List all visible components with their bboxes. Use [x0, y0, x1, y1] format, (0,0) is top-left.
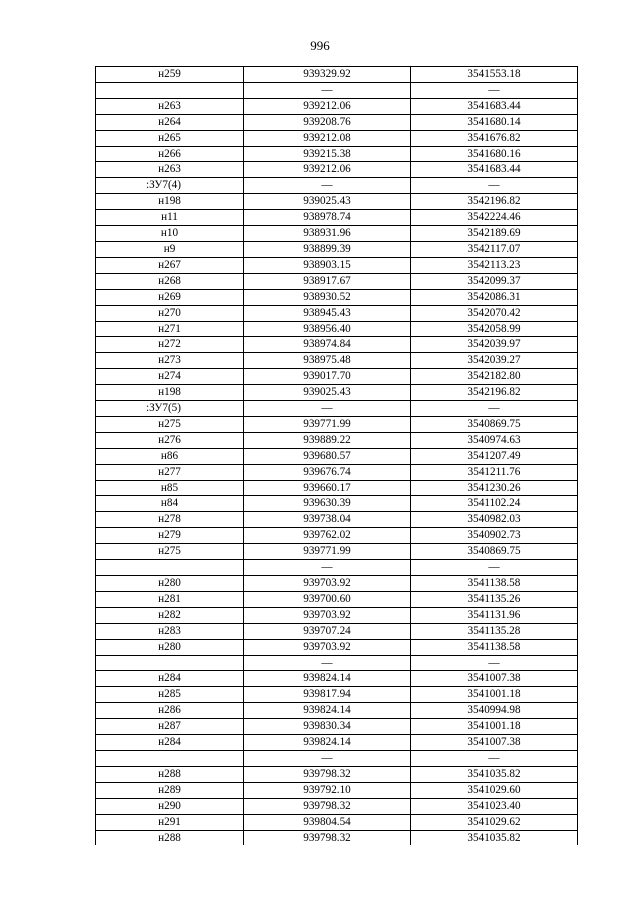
y-coordinate-cell: 3541683.44 [411, 162, 578, 178]
y-coordinate-cell: — [411, 178, 578, 194]
y-coordinate-cell: 3540902.73 [411, 528, 578, 544]
x-coordinate-cell: 939208.76 [244, 114, 411, 130]
point-id-cell: н288 [96, 830, 244, 845]
x-coordinate-cell: 938930.52 [244, 289, 411, 305]
y-coordinate-cell: — [411, 560, 578, 576]
y-coordinate-cell: 3542189.69 [411, 226, 578, 242]
point-id-cell: н272 [96, 337, 244, 353]
y-coordinate-cell: 3542196.82 [411, 194, 578, 210]
x-coordinate-cell: 939817.94 [244, 687, 411, 703]
coordinates-table-body [96, 67, 578, 846]
point-id-cell: н290 [96, 798, 244, 814]
x-coordinate-cell: 938974.84 [244, 337, 411, 353]
x-coordinate-cell: 939824.14 [244, 735, 411, 751]
y-coordinate-cell: 3541676.82 [411, 130, 578, 146]
table-row [96, 607, 578, 623]
point-id-cell [96, 82, 244, 98]
point-id-cell [96, 560, 244, 576]
y-coordinate-cell: 3541029.62 [411, 814, 578, 830]
point-id-cell: н11 [96, 210, 244, 226]
point-id-cell: н275 [96, 544, 244, 560]
x-coordinate-cell: 939830.34 [244, 719, 411, 735]
point-id-cell: н198 [96, 194, 244, 210]
y-coordinate-cell: 3542099.37 [411, 273, 578, 289]
point-id-cell [96, 750, 244, 766]
x-coordinate-cell: 939630.39 [244, 496, 411, 512]
y-coordinate-cell: 3541035.82 [411, 766, 578, 782]
y-coordinate-cell: 3542058.99 [411, 321, 578, 337]
point-id-cell: н289 [96, 782, 244, 798]
table-row [96, 114, 578, 130]
x-coordinate-cell: 939703.92 [244, 576, 411, 592]
point-id-cell: н263 [96, 98, 244, 114]
table-row [96, 560, 578, 576]
y-coordinate-cell: 3541001.18 [411, 719, 578, 735]
y-coordinate-cell: 3542086.31 [411, 289, 578, 305]
point-id-cell: н266 [96, 146, 244, 162]
point-id-cell: н259 [96, 67, 244, 83]
table-row [96, 496, 578, 512]
point-id-cell: н84 [96, 496, 244, 512]
x-coordinate-cell: 938956.40 [244, 321, 411, 337]
x-coordinate-cell: 939660.17 [244, 480, 411, 496]
point-id-cell: н287 [96, 719, 244, 735]
point-id-cell: н270 [96, 305, 244, 321]
x-coordinate-cell: — [244, 401, 411, 417]
x-coordinate-cell: 939798.32 [244, 798, 411, 814]
table-row [96, 687, 578, 703]
table-row [96, 241, 578, 257]
table-row [96, 750, 578, 766]
x-coordinate-cell: 939824.14 [244, 703, 411, 719]
table-row [96, 194, 578, 210]
table-row [96, 544, 578, 560]
point-id-cell: н275 [96, 416, 244, 432]
y-coordinate-cell: 3542224.46 [411, 210, 578, 226]
point-id-cell: н273 [96, 353, 244, 369]
y-coordinate-cell: 3540869.75 [411, 544, 578, 560]
x-coordinate-cell: 939680.57 [244, 448, 411, 464]
y-coordinate-cell: 3541001.18 [411, 687, 578, 703]
table-row [96, 353, 578, 369]
x-coordinate-cell: 939329.92 [244, 67, 411, 83]
table-row [96, 257, 578, 273]
y-coordinate-cell: 3541683.44 [411, 98, 578, 114]
y-coordinate-cell: 3541680.16 [411, 146, 578, 162]
x-coordinate-cell: 939025.43 [244, 194, 411, 210]
x-coordinate-cell: 938978.74 [244, 210, 411, 226]
y-coordinate-cell: 3542113.23 [411, 257, 578, 273]
x-coordinate-cell: 939212.06 [244, 162, 411, 178]
x-coordinate-cell: 939025.43 [244, 385, 411, 401]
table-row [96, 623, 578, 639]
point-id-cell: н283 [96, 623, 244, 639]
y-coordinate-cell: 3541131.96 [411, 607, 578, 623]
point-id-cell: н267 [96, 257, 244, 273]
x-coordinate-cell: 939212.06 [244, 98, 411, 114]
x-coordinate-cell: 939798.32 [244, 830, 411, 845]
table-row [96, 162, 578, 178]
table-row [96, 480, 578, 496]
table-row [96, 416, 578, 432]
table-row [96, 401, 578, 417]
table-row [96, 814, 578, 830]
table-row [96, 591, 578, 607]
x-coordinate-cell: 939771.99 [244, 416, 411, 432]
table-row [96, 82, 578, 98]
y-coordinate-cell: 3542196.82 [411, 385, 578, 401]
point-id-cell: н274 [96, 369, 244, 385]
point-id-cell: н265 [96, 130, 244, 146]
table-row [96, 337, 578, 353]
point-id-cell: н288 [96, 766, 244, 782]
point-id-cell: н284 [96, 735, 244, 751]
table-row [96, 98, 578, 114]
y-coordinate-cell: 3541138.58 [411, 576, 578, 592]
table-row [96, 703, 578, 719]
x-coordinate-cell: 939703.92 [244, 607, 411, 623]
x-coordinate-cell: 939798.32 [244, 766, 411, 782]
x-coordinate-cell: 939762.02 [244, 528, 411, 544]
x-coordinate-cell: 939738.04 [244, 512, 411, 528]
y-coordinate-cell: 3542182.80 [411, 369, 578, 385]
table-row [96, 321, 578, 337]
table-row [96, 655, 578, 671]
y-coordinate-cell: 3542070.42 [411, 305, 578, 321]
x-coordinate-cell: 939703.92 [244, 639, 411, 655]
point-id-cell: н282 [96, 607, 244, 623]
point-id-cell: :ЗУ7(5) [96, 401, 244, 417]
y-coordinate-cell: 3541138.58 [411, 639, 578, 655]
point-id-cell: н85 [96, 480, 244, 496]
point-id-cell: н277 [96, 464, 244, 480]
y-coordinate-cell: — [411, 82, 578, 98]
y-coordinate-cell: — [411, 750, 578, 766]
x-coordinate-cell: — [244, 82, 411, 98]
table-row [96, 782, 578, 798]
point-id-cell: н280 [96, 576, 244, 592]
x-coordinate-cell: 939824.14 [244, 671, 411, 687]
y-coordinate-cell: 3541135.26 [411, 591, 578, 607]
table-row [96, 289, 578, 305]
point-id-cell: н268 [96, 273, 244, 289]
x-coordinate-cell: 939804.54 [244, 814, 411, 830]
y-coordinate-cell: 3541007.38 [411, 735, 578, 751]
table-row [96, 464, 578, 480]
x-coordinate-cell: — [244, 655, 411, 671]
page-number: 996 [310, 38, 330, 53]
x-coordinate-cell: 938945.43 [244, 305, 411, 321]
point-id-cell: :ЗУ7(4) [96, 178, 244, 194]
table-row [96, 210, 578, 226]
y-coordinate-cell: 3542039.97 [411, 337, 578, 353]
table-row [96, 528, 578, 544]
point-id-cell: н86 [96, 448, 244, 464]
point-id-cell: н198 [96, 385, 244, 401]
point-id-cell: н291 [96, 814, 244, 830]
point-id-cell [96, 655, 244, 671]
point-id-cell: н269 [96, 289, 244, 305]
table-row [96, 448, 578, 464]
point-id-cell: н279 [96, 528, 244, 544]
table-row [96, 766, 578, 782]
table-row [96, 226, 578, 242]
y-coordinate-cell: 3540994.98 [411, 703, 578, 719]
point-id-cell: н276 [96, 432, 244, 448]
x-coordinate-cell: 939700.60 [244, 591, 411, 607]
table-row [96, 67, 578, 83]
y-coordinate-cell: 3541211.76 [411, 464, 578, 480]
x-coordinate-cell: 939215.38 [244, 146, 411, 162]
y-coordinate-cell: 3541553.18 [411, 67, 578, 83]
x-coordinate-cell: 939676.74 [244, 464, 411, 480]
table-row [96, 798, 578, 814]
x-coordinate-cell: 939017.70 [244, 369, 411, 385]
table-row [96, 385, 578, 401]
y-coordinate-cell: 3541007.38 [411, 671, 578, 687]
x-coordinate-cell: — [244, 560, 411, 576]
y-coordinate-cell: 3541207.49 [411, 448, 578, 464]
table-row [96, 512, 578, 528]
point-id-cell: н9 [96, 241, 244, 257]
y-coordinate-cell: 3540982.03 [411, 512, 578, 528]
y-coordinate-cell: 3541023.40 [411, 798, 578, 814]
table-row [96, 576, 578, 592]
x-coordinate-cell: 939212.08 [244, 130, 411, 146]
y-coordinate-cell: 3541135.28 [411, 623, 578, 639]
table-row [96, 146, 578, 162]
table-row [96, 178, 578, 194]
table-row [96, 735, 578, 751]
table-row [96, 671, 578, 687]
point-id-cell: н10 [96, 226, 244, 242]
table-row [96, 273, 578, 289]
y-coordinate-cell: 3540869.75 [411, 416, 578, 432]
point-id-cell: н286 [96, 703, 244, 719]
x-coordinate-cell: 938931.96 [244, 226, 411, 242]
y-coordinate-cell: — [411, 401, 578, 417]
y-coordinate-cell: 3542039.27 [411, 353, 578, 369]
table-row [96, 130, 578, 146]
x-coordinate-cell: — [244, 750, 411, 766]
point-id-cell: н285 [96, 687, 244, 703]
x-coordinate-cell: — [244, 178, 411, 194]
x-coordinate-cell: 938917.67 [244, 273, 411, 289]
x-coordinate-cell: 939889.22 [244, 432, 411, 448]
point-id-cell: н278 [96, 512, 244, 528]
y-coordinate-cell: 3541230.26 [411, 480, 578, 496]
table-row [96, 432, 578, 448]
table-row [96, 305, 578, 321]
table-row [96, 830, 578, 845]
x-coordinate-cell: 938975.48 [244, 353, 411, 369]
table-row [96, 719, 578, 735]
x-coordinate-cell: 938899.39 [244, 241, 411, 257]
x-coordinate-cell: 939771.99 [244, 544, 411, 560]
point-id-cell: н284 [96, 671, 244, 687]
y-coordinate-cell: — [411, 655, 578, 671]
y-coordinate-cell: 3540974.63 [411, 432, 578, 448]
table-row [96, 369, 578, 385]
coordinates-table [95, 66, 578, 845]
y-coordinate-cell: 3541102.24 [411, 496, 578, 512]
point-id-cell: н280 [96, 639, 244, 655]
point-id-cell: н263 [96, 162, 244, 178]
x-coordinate-cell: 938903.15 [244, 257, 411, 273]
point-id-cell: н271 [96, 321, 244, 337]
point-id-cell: н264 [96, 114, 244, 130]
y-coordinate-cell: 3541035.82 [411, 830, 578, 845]
table-row [96, 639, 578, 655]
point-id-cell: н281 [96, 591, 244, 607]
y-coordinate-cell: 3541680.14 [411, 114, 578, 130]
x-coordinate-cell: 939707.24 [244, 623, 411, 639]
y-coordinate-cell: 3541029.60 [411, 782, 578, 798]
x-coordinate-cell: 939792.10 [244, 782, 411, 798]
y-coordinate-cell: 3542117.07 [411, 241, 578, 257]
